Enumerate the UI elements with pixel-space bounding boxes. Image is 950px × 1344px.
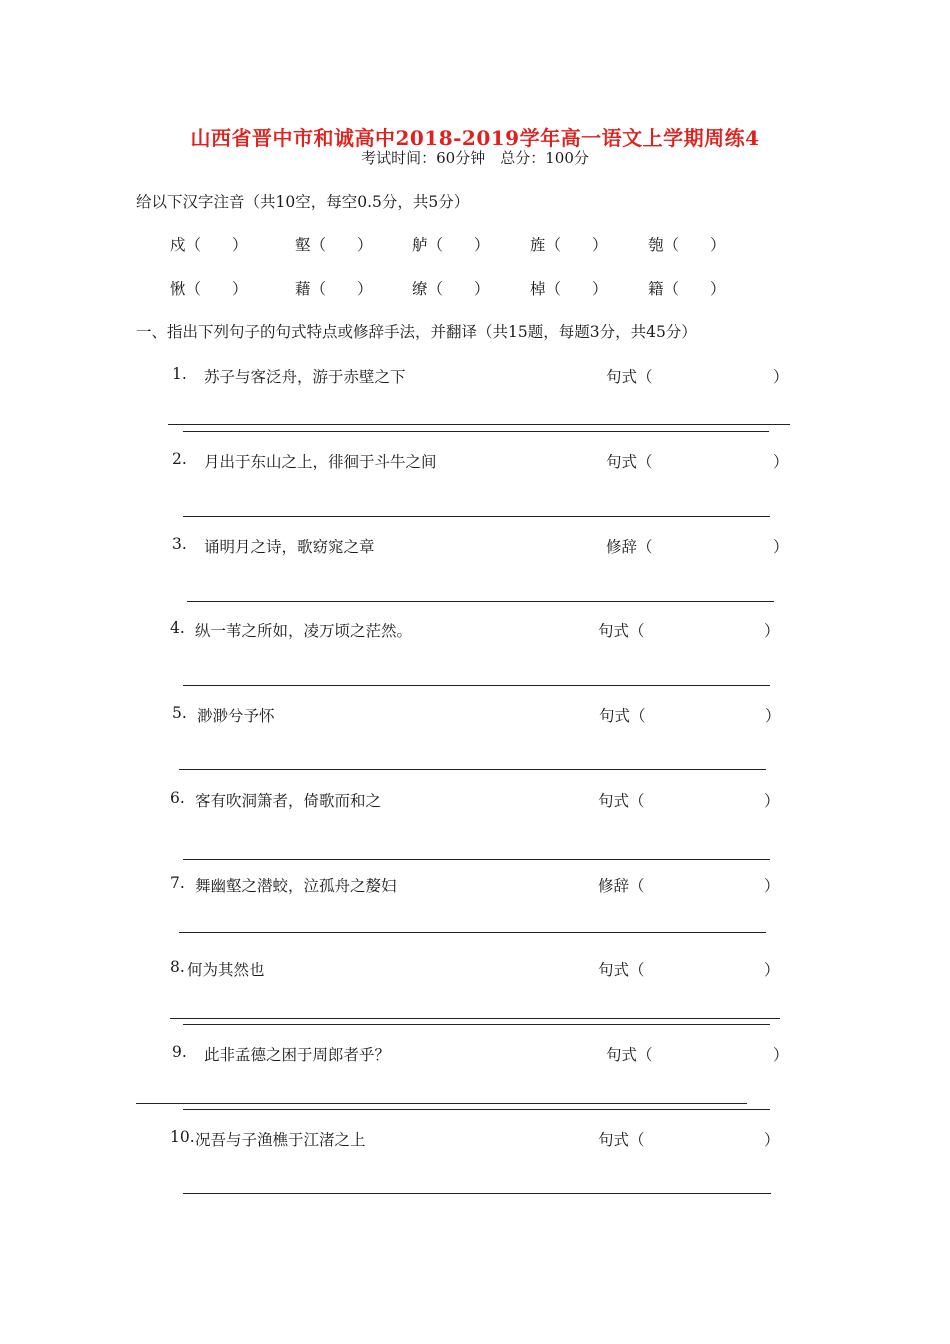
answer-close-paren: ） — [764, 622, 780, 640]
question-number: 4. — [170, 619, 185, 637]
answer-type-label: 句式（ — [606, 368, 653, 386]
answer-line[interactable] — [187, 601, 774, 602]
answer-type-label: 句式（ — [598, 792, 645, 810]
answer-close-paren: ） — [764, 961, 780, 979]
answer-type-label: 句式（ — [599, 707, 646, 725]
answer-line[interactable] — [183, 1024, 770, 1025]
pinyin-heading: 给以下汉字注音（共10空，每空0.5分，共5分） — [136, 193, 470, 211]
answer-line[interactable] — [170, 1018, 780, 1019]
page-title: 山西省晋中市和诚高中2018-2019学年高一语文上学期周练4 — [190, 126, 760, 150]
question-sentence: 苏子与客泛舟，游于赤壁之下 — [204, 368, 406, 386]
question-sentence: 此非孟德之困于周郎者乎？ — [204, 1046, 391, 1064]
question-sentence: 纵一苇之所如，凌万顷之茫然。 — [195, 622, 413, 640]
question-number: 10. — [170, 1128, 195, 1146]
answer-close-paren: ） — [764, 877, 780, 895]
answer-line[interactable] — [179, 932, 766, 933]
answer-line[interactable] — [183, 859, 770, 860]
answer-close-paren: ） — [773, 368, 789, 386]
question-sentence: 况吾与子渔樵于江渚之上 — [195, 1131, 366, 1149]
exam-info: 考试时间：60分钟 总分：100分 — [361, 149, 589, 167]
question-number: 9. — [172, 1043, 187, 1061]
answer-type-label: 句式（ — [598, 622, 645, 640]
pinyin-item: 旌（ ） — [530, 236, 608, 254]
pinyin-item: 匏（ ） — [648, 236, 726, 254]
pinyin-item: 愀（ ） — [170, 280, 248, 298]
question-sentence: 渺渺兮予怀 — [197, 707, 275, 725]
question-number: 3. — [172, 535, 187, 553]
question-number: 5. — [172, 704, 187, 722]
question-sentence: 诵明月之诗，歌窈窕之章 — [204, 538, 375, 556]
answer-close-paren: ） — [773, 1046, 789, 1064]
answer-line[interactable] — [183, 1109, 770, 1110]
answer-type-label: 修辞（ — [606, 538, 653, 556]
pinyin-item: 舻（ ） — [412, 236, 490, 254]
pinyin-item: 棹（ ） — [530, 280, 608, 298]
answer-close-paren: ） — [764, 1131, 780, 1149]
question-number: 8. — [170, 958, 185, 976]
answer-line[interactable] — [183, 516, 770, 517]
pinyin-item: 缭（ ） — [412, 280, 490, 298]
answer-close-paren: ） — [773, 453, 789, 471]
answer-line[interactable] — [183, 1193, 771, 1194]
answer-line[interactable] — [168, 424, 790, 425]
answer-line[interactable] — [183, 685, 770, 686]
question-sentence: 客有吹洞箫者，倚歌而和之 — [195, 792, 382, 810]
pinyin-item: 戍（ ） — [170, 236, 248, 254]
answer-type-label: 修辞（ — [598, 877, 645, 895]
answer-close-paren: ） — [773, 538, 789, 556]
pinyin-item: 壑（ ） — [295, 236, 373, 254]
answer-close-paren: ） — [765, 707, 781, 725]
answer-type-label: 句式（ — [598, 961, 645, 979]
answer-type-label: 句式（ — [598, 1131, 645, 1149]
question-sentence: 何为其然也 — [187, 961, 265, 979]
pinyin-item: 籍（ ） — [648, 280, 726, 298]
section-heading: 一、指出下列句子的句式特点或修辞手法，并翻译（共15题，每题3分，共45分） — [136, 323, 697, 341]
question-number: 2. — [172, 450, 187, 468]
answer-type-label: 句式（ — [606, 453, 653, 471]
question-number: 1. — [172, 365, 187, 383]
answer-close-paren: ） — [764, 792, 780, 810]
answer-line[interactable] — [136, 1103, 747, 1104]
answer-type-label: 句式（ — [606, 1046, 653, 1064]
answer-line[interactable] — [183, 431, 769, 432]
pinyin-item: 藉（ ） — [295, 280, 373, 298]
question-sentence: 舞幽壑之潜蛟，泣孤舟之嫠妇 — [195, 877, 397, 895]
question-number: 6. — [170, 789, 185, 807]
question-sentence: 月出于东山之上，徘徊于斗牛之间 — [204, 453, 437, 471]
question-number: 7. — [170, 874, 185, 892]
answer-line[interactable] — [179, 769, 766, 770]
